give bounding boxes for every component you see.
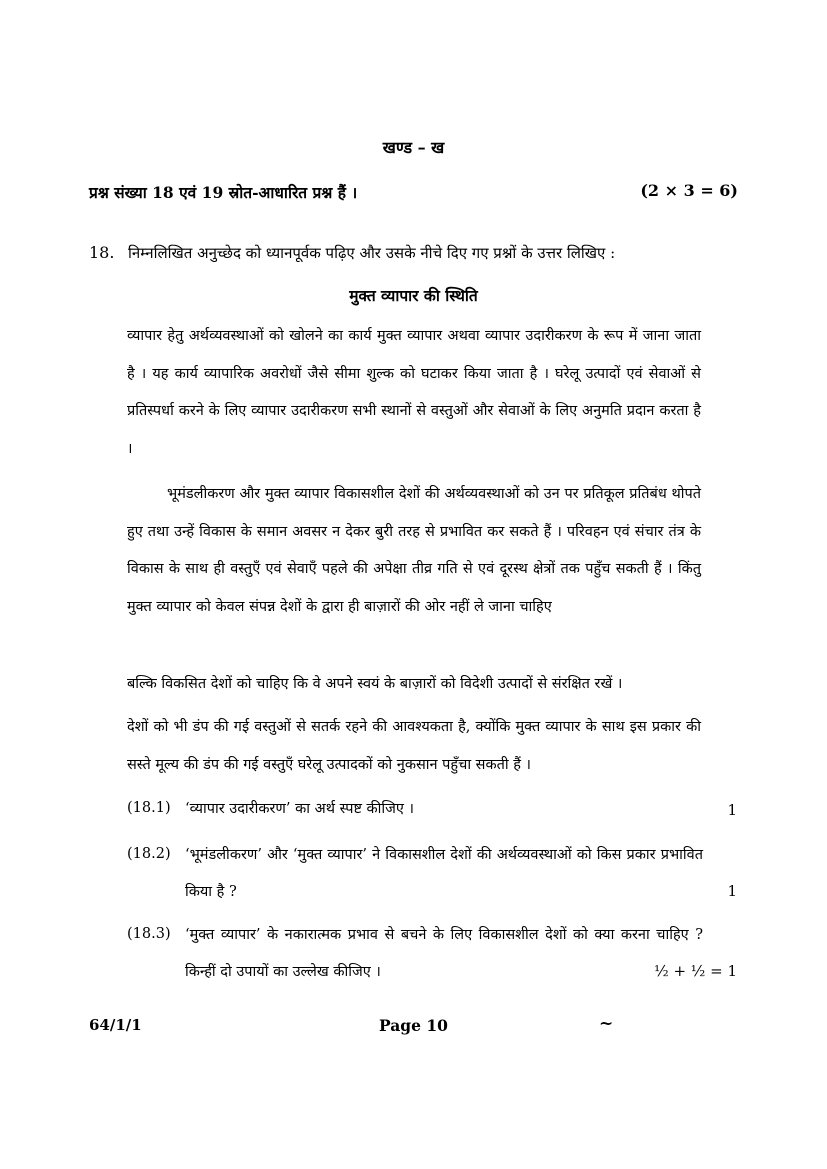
- passage-paragraph-1: व्यापार हेतु अर्थव्यवस्थाओं को खोलने का कार्य मुक्त व्यापार अथवा व्यापार उदारीकरण के रूप में जाना जाता है । यह कार्य व्यापारिक अवरोधों जैसे सीमा शुल्क को घटाकर किया जाता है । घरेलू उत्पादों एवं सेवाओं से प्रतिस्पर्धा करने के लिए व्यापार उदारीकरण सभी स्थानों से वस्तुओं और सेवाओं के लिए अनुमति प्रदान करता है ।: [127, 328, 701, 457]
- passage-paragraph-3: बल्कि विकसित देशों को चाहिए कि वे अपने स्वयं के बाज़ारों को विदेशी उत्पादों से संरक्षित रखें ।: [127, 676, 623, 692]
- question-set-instruction: प्रश्न संख्या 18 एवं 19 स्रोत-आधारित प्रश्न हैं ।: [89, 183, 358, 202]
- sub-question-text: ‘व्यापार उदारीकरण’ का अर्थ स्पष्ट कीजिए ।: [185, 801, 415, 817]
- passage-paragraph-4: देशों को भी डंप की गई वस्तुओं से सतर्क रहने की आवश्यकता है, क्योंकि मुक्त व्यापार के साथ इस प्रकार की सस्ते मूल्य की डंप की गई वस्तुएँ घरेलू उत्पादकों को नुकसान पहुँचा सकती हैं ।: [127, 719, 701, 773]
- question-set-marks: (2 × 3 = 6): [640, 181, 738, 200]
- sub-question-18-1: [127, 800, 737, 830]
- passage-paragraph-2: भूमंडलीकरण और मुक्त व्यापार विकासशील देशों की अर्थव्यवस्थाओं को उन पर प्रतिकूल प्रतिबंध थोपते हुए तथा उन्हें विकास के समान अवसर न देकर बुरी तरह से प्रभावित कर सकते हैं । परिवहन एवं संचार तंत्र के विकास के साथ ही वस्तुएँ एवं सेवाएँ पहले की अपेक्षा तीव्र गति से एवं दूरस्थ क्षेत्रों तक पहुँच सकती हैं । किंतु मुक्त व्यापार को केवल संपन्न देशों के द्वारा ही बाज़ारों की ओर नहीं ले जाना चाहिए: [127, 486, 701, 615]
- sub-question-number: (18.1): [127, 800, 171, 816]
- sub-question-marks: 1: [727, 882, 737, 900]
- sub-question-marks: ½ + ½ = 1: [654, 962, 737, 980]
- sub-question-marks: 1: [727, 801, 737, 819]
- sub-question-text: ‘मुक्त व्यापार’ के नकारात्मक प्रभाव से बचने के लिए विकासशील देशों को क्या करना चाहिए ? किन्हीं दो उपायों का उल्लेख कीजिए ।: [185, 927, 703, 980]
- page-number: Page 10: [379, 1016, 448, 1035]
- section-heading: खण्ड – ख: [382, 138, 445, 157]
- footer-mark: ~: [599, 1014, 614, 1034]
- sub-question-18-2: [127, 846, 737, 916]
- question-instruction: निम्नलिखित अनुच्छेद को ध्यानपूर्वक पढ़िए और उसके नीचे दिए गए प्रश्नों के उत्तर लिखिए :: [128, 244, 616, 262]
- sub-question-number: (18.2): [127, 846, 171, 862]
- question-number: 18.: [89, 243, 115, 262]
- passage-title: मुक्त व्यापार की स्थिति: [349, 286, 478, 305]
- paper-code: 64/1/1: [89, 1016, 142, 1034]
- sub-question-number: (18.3): [127, 926, 171, 942]
- sub-question-text: ‘भूमंडलीकरण’ और ‘मुक्त व्यापार’ ने विकासशील देशों की अर्थव्यवस्थाओं को किस प्रकार प्रभावित किया है ?: [185, 847, 703, 900]
- sub-question-18-3: [127, 926, 737, 996]
